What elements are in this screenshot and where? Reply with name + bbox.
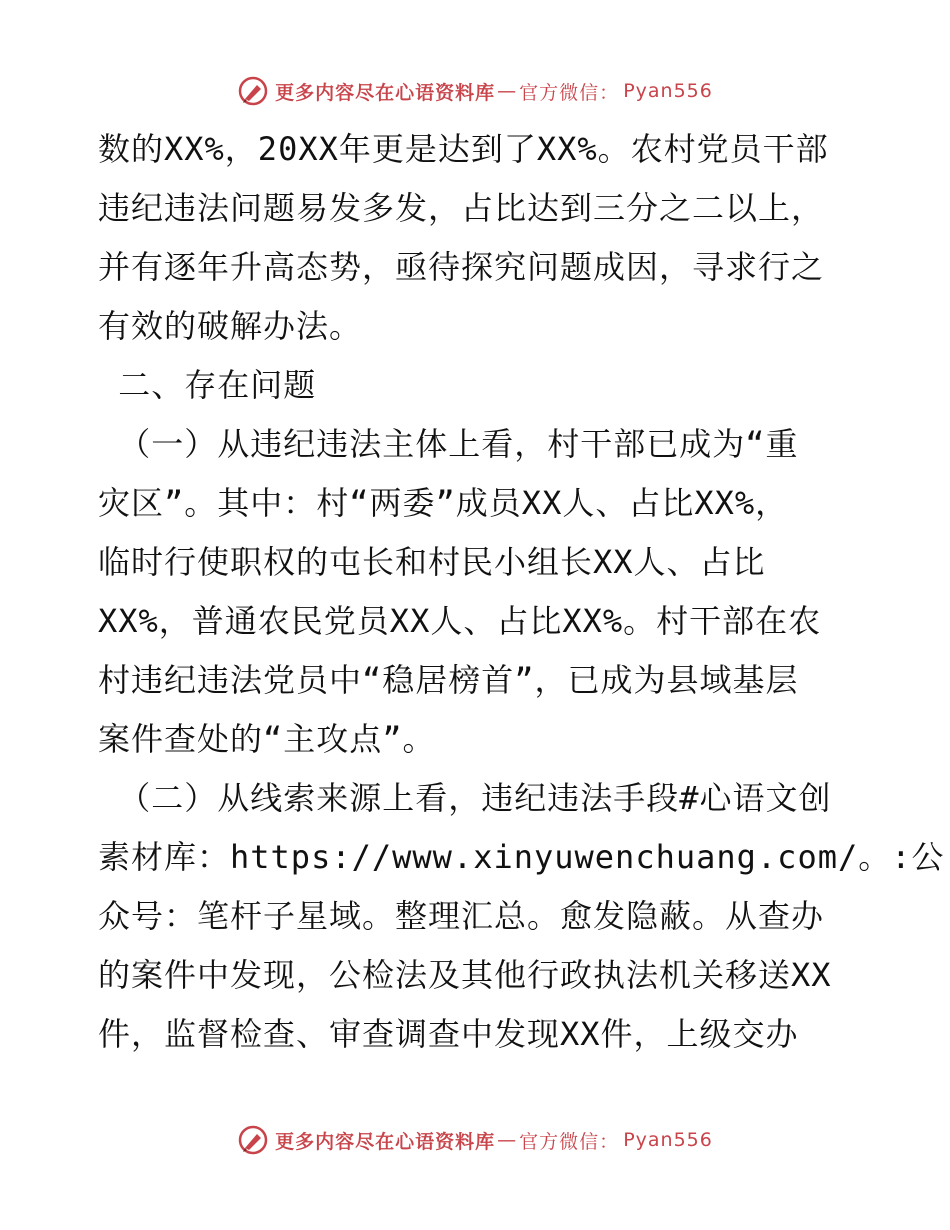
body-line: 素材库：https://www.xinyuwenchuang.com/。:公 [98, 838, 945, 876]
watermark-site-text: 更多内容尽在心语资料库 [275, 1130, 496, 1153]
section-heading: 二、存在问题 [98, 366, 317, 404]
pen-logo-icon [237, 75, 269, 107]
body-line: XX%，普通农民党员XX人、占比XX%。村干部在农 [98, 602, 822, 640]
subsection-heading-1: （一）从违纪违法主体上看，村干部已成为“重 [98, 425, 799, 463]
body-line: 的案件中发现，公检法及其他行政执法机关移送XX [98, 956, 832, 994]
watermark-header [0, 71, 950, 111]
watermark-wechat-label: 官方微信： [519, 1130, 620, 1153]
body-line: 数的XX%，20XX年更是达到了XX%。农村党员干部 [98, 130, 829, 168]
body-line: 临时行使职权的屯长和村民小组长XX人、占比 [98, 543, 766, 581]
watermark-footer [0, 1120, 950, 1160]
body-line: 案件查处的“主攻点”。 [98, 720, 436, 758]
watermark-separator: — [497, 80, 518, 102]
document-body [98, 120, 945, 1064]
body-line: 并有逐年升高态势，亟待探究问题成因，寻求行之 [98, 248, 825, 286]
watermark-wechat-id: Pyan556 [623, 1129, 713, 1151]
watermark-wechat-label: 官方微信： [519, 81, 620, 104]
body-line: 违纪违法问题易发多发，占比达到三分之二以上， [98, 189, 825, 227]
pen-logo-icon [237, 1124, 269, 1156]
body-line: 件，监督检查、审查调查中发现XX件，上级交办 [98, 1015, 799, 1053]
body-line: 村违纪违法党员中“稳居榜首”，已成为县域基层 [98, 661, 799, 699]
watermark-separator: — [497, 1129, 518, 1151]
subsection-heading-2: （二）从线索来源上看，违纪违法手段#心语文创 [98, 779, 832, 817]
watermark-wechat-id: Pyan556 [623, 80, 713, 102]
watermark-site-text: 更多内容尽在心语资料库 [275, 81, 496, 104]
body-line: 灾区”。其中：村“两委”成员XX人、占比XX%， [98, 484, 789, 522]
body-line: 有效的破解办法。 [98, 307, 363, 345]
body-line: 众号：笔杆子星域。整理汇总。愈发隐蔽。从查办 [98, 897, 825, 935]
